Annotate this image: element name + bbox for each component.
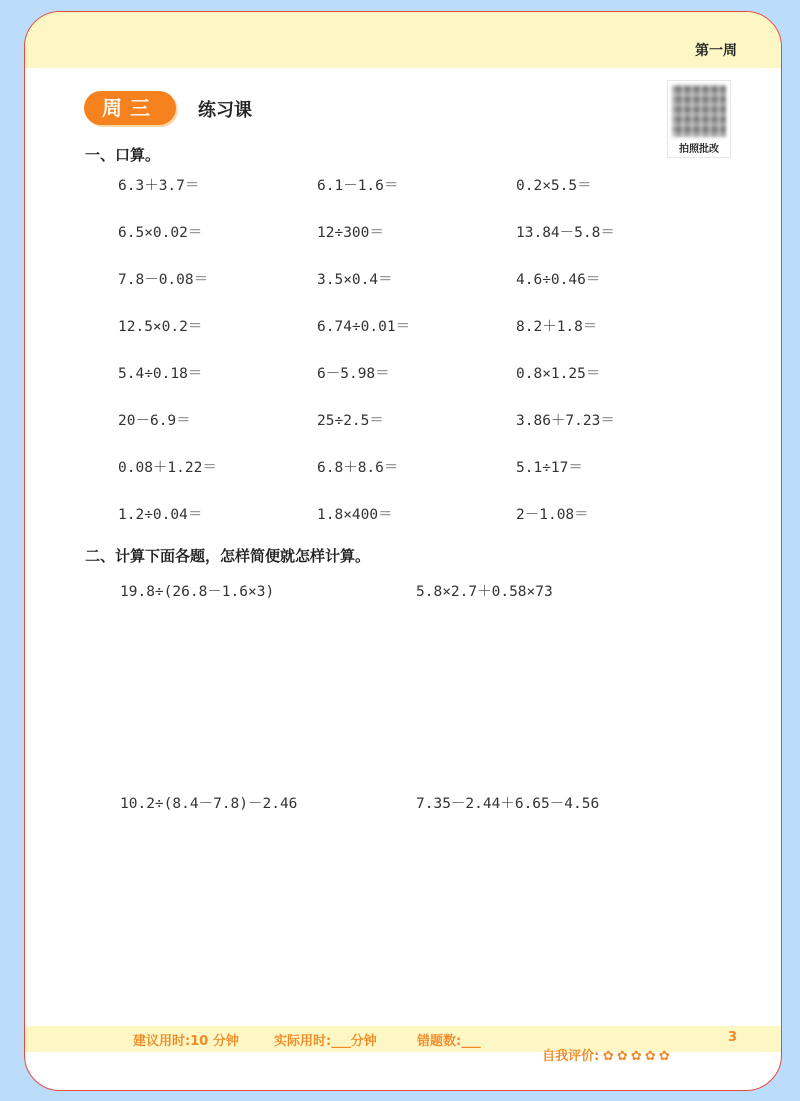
self-evaluation [515, 1030, 671, 1079]
week-label: 第一周 [695, 43, 737, 59]
flower-icon[interactable]: ✿ [644, 1049, 656, 1064]
written-problem-2: 5.8×2.7＋0.58×73 [416, 584, 553, 600]
oral-problem: 1.8×400＝ [317, 507, 393, 523]
oral-problem: 2－1.08＝ [516, 507, 589, 523]
rating-flowers[interactable] [601, 1049, 671, 1064]
qr-code-icon[interactable] [672, 85, 726, 137]
suggested-time: 建议用时:10 分钟 [133, 1034, 239, 1049]
qr-code-box[interactable] [667, 80, 731, 158]
written-problem-4: 7.35－2.44＋6.65－4.56 [416, 796, 600, 812]
section2-title: 二、计算下面各题，怎样简便就怎样计算。 [85, 547, 371, 565]
worksheet-page [24, 11, 782, 1091]
page-number: 3 [727, 1030, 737, 1045]
oral-problem: 5.1÷17＝ [516, 460, 583, 476]
oral-problem: 12.5×0.2＝ [118, 319, 203, 335]
oral-problem: 25÷2.5＝ [317, 413, 384, 429]
lesson-title: 练习课 [198, 100, 252, 121]
oral-problem: 3.5×0.4＝ [317, 272, 393, 288]
oral-problem: 3.86＋7.23＝ [516, 413, 615, 429]
oral-problem: 0.08＋1.22＝ [118, 460, 217, 476]
oral-problem: 20－6.9＝ [118, 413, 191, 429]
section1-title: 一、口算。 [85, 146, 161, 164]
flower-icon[interactable]: ✿ [630, 1049, 642, 1064]
oral-problem: 4.6÷0.46＝ [516, 272, 601, 288]
day-badge: 周三 [84, 91, 176, 125]
oral-problem: 12÷300＝ [317, 225, 384, 241]
oral-problem: 1.2÷0.04＝ [118, 507, 203, 523]
qr-caption: 拍照批改 [679, 144, 719, 155]
oral-problem: 6.74÷0.01＝ [317, 319, 411, 335]
oral-problem: 6.8＋8.6＝ [317, 460, 399, 476]
written-problem-1: 19.8÷(26.8－1.6×3) [120, 584, 275, 600]
oral-problem: 5.4÷0.18＝ [118, 366, 203, 382]
oral-problem: 0.8×1.25＝ [516, 366, 601, 382]
oral-problem: 6.1－1.6＝ [317, 178, 399, 194]
oral-problem: 13.84－5.8＝ [516, 225, 615, 241]
oral-problem: 0.2×5.5＝ [516, 178, 592, 194]
oral-problem: 6.3＋3.7＝ [118, 178, 200, 194]
actual-time: 实际用时:___分钟 [274, 1034, 377, 1049]
self-evaluation-label: 自我评价: [542, 1049, 600, 1064]
oral-problem: 7.8－0.08＝ [118, 272, 209, 288]
oral-problem: 6.5×0.02＝ [118, 225, 203, 241]
flower-icon[interactable]: ✿ [658, 1049, 670, 1064]
header-band [25, 12, 781, 68]
error-count: 错题数:___ [417, 1034, 481, 1049]
flower-icon[interactable]: ✿ [602, 1049, 614, 1064]
flower-icon[interactable]: ✿ [616, 1049, 628, 1064]
oral-problem: 8.2＋1.8＝ [516, 319, 598, 335]
oral-problem: 6－5.98＝ [317, 366, 390, 382]
footer-band [25, 1026, 781, 1064]
written-problem-3: 10.2÷(8.4－7.8)－2.46 [120, 796, 298, 812]
